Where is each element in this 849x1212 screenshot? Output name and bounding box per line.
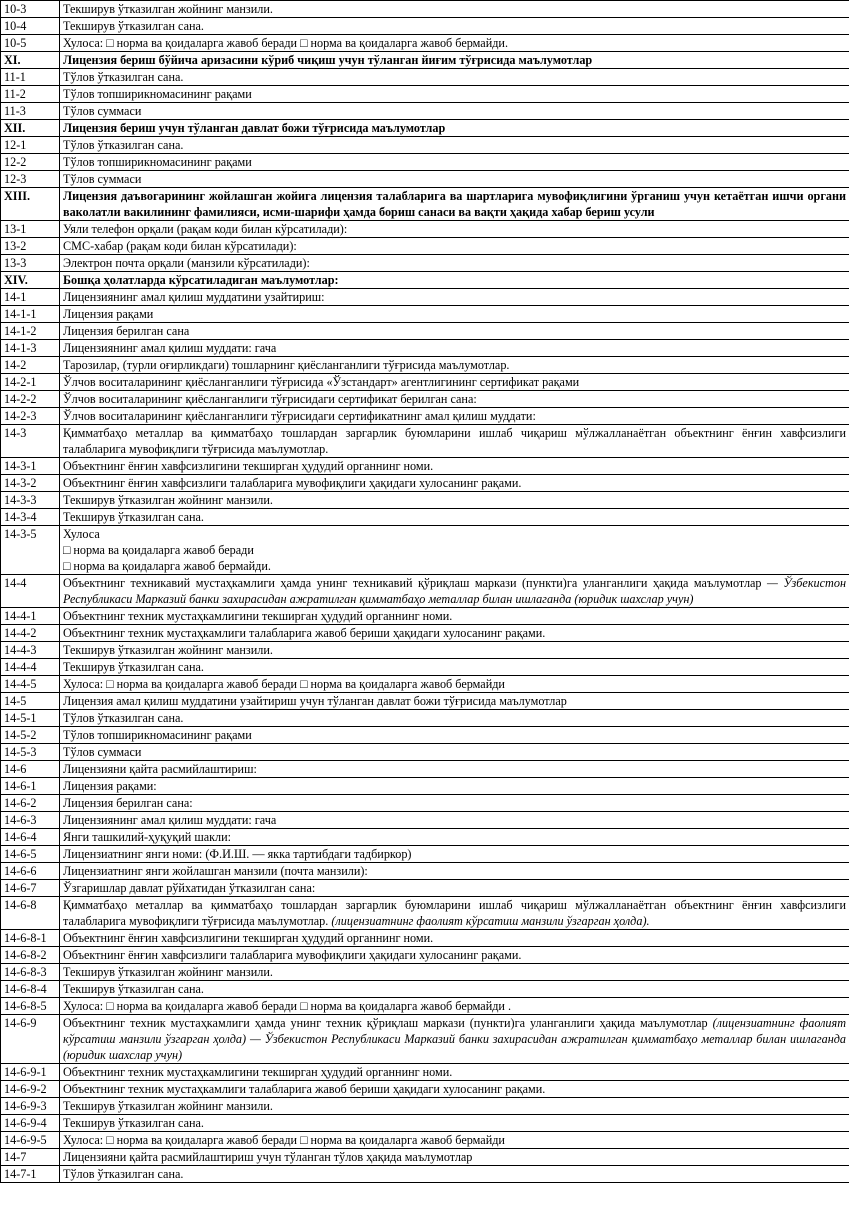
table-row [1, 846, 849, 863]
row-text: Тарозилар, (турли оғирликдаги) тошларнинг қиёсланганлиги тўғрисида маълумотлар. [63, 358, 510, 372]
table-row [1, 608, 849, 625]
row-text: Тўлов суммаси [63, 745, 142, 759]
row-text: Объектнинг техникавий мустаҳкамлиги ҳамда унинг техникавий қўриқлаш маркази (пункти)га уланганлиги ҳақида маълумотлар [63, 576, 762, 590]
row-text: Текширув ўтказилган жойнинг манзили. [63, 1099, 273, 1113]
row-text: Хулоса [63, 527, 100, 541]
row-text-cell [60, 710, 849, 727]
row-code: 14-4-2 [1, 625, 60, 642]
row-code: 12-1 [1, 137, 60, 154]
table-row [1, 998, 849, 1015]
row-code: 14-3 [1, 425, 60, 458]
row-text: Лицензиянинг амал қилиш муддати: гача [63, 813, 277, 827]
row-text: Уяли телефон орқали (рақам коди билан кўрсатилади): [63, 222, 348, 236]
row-text: Лицензия амал қилиш муддатини узайтириш учун тўланган давлат божи тўғрисида маълумотлар [63, 694, 567, 708]
row-text-cell [60, 829, 849, 846]
row-text-cell [60, 425, 849, 458]
row-text: Объектнинг ёнғин хавфсизлигини текширган ҳудудий органнинг номи. [63, 459, 434, 473]
table-row [1, 154, 849, 171]
row-text-cell [60, 1098, 849, 1115]
row-code: 14-6-9-4 [1, 1115, 60, 1132]
row-code: 14-6-9-2 [1, 1081, 60, 1098]
row-text-cell [60, 272, 849, 289]
row-text: Лицензиянинг амал қилиш муддати: гача [63, 341, 277, 355]
row-text: Лицензияни қайта расмийлаштириш учун тўланган тўлов ҳақида маълумотлар [63, 1150, 473, 1164]
row-code: 11-1 [1, 69, 60, 86]
row-code: 14-5-3 [1, 744, 60, 761]
row-text-cell [60, 812, 849, 829]
table-row [1, 458, 849, 475]
table-row [1, 408, 849, 425]
row-text: Лицензиатнинг янги жойлашган манзили (почта манзили): [63, 864, 368, 878]
row-text-cell [60, 1149, 849, 1166]
table-row [1, 357, 849, 374]
row-text: Лицензия берилган сана [63, 324, 190, 338]
row-text: СМС-хабар (рақам коди билан кўрсатилади): [63, 239, 297, 253]
table-row [1, 306, 849, 323]
table-row [1, 238, 849, 255]
row-text: Текширув ўтказилган сана. [63, 510, 204, 524]
row-text: Қимматбаҳо металлар ва қимматбаҳо тошлардан заргарлик буюмларини ишлаб чиқариш мўлжалланаётган объектнинг ёнғин хавфсизлиги талабларига мувофиқлиги тўғрисида маълумотлар. [63, 426, 846, 456]
table-row [1, 52, 849, 69]
row-text-cell [60, 1064, 849, 1081]
row-text-cell [60, 846, 849, 863]
row-text-cell [60, 323, 849, 340]
row-code: 14-2 [1, 357, 60, 374]
row-code: 14-5-2 [1, 727, 60, 744]
row-text-cell [60, 981, 849, 998]
row-option: □ норма ва қоидаларга жавоб беради [63, 543, 254, 557]
row-text-cell [60, 693, 849, 710]
row-text-cell [60, 761, 849, 778]
row-code: 14-3-3 [1, 492, 60, 509]
row-code: 11-2 [1, 86, 60, 103]
row-text: Объектнинг ёнғин хавфсизлиги талабларига мувофиқлиги ҳақидаги хулосанинг рақами. [63, 948, 522, 962]
row-text-cell [60, 340, 849, 357]
row-code: 14-2-3 [1, 408, 60, 425]
row-code: 10-5 [1, 35, 60, 52]
table-row [1, 255, 849, 272]
row-note: (лицензиатнинг фаолият кўрсатиш манзили ўзгарган ҳолда) — Ўзбекистон Республикаси Марказий банки захирасидан ажратилган қимматбаҳо металлар билан ишлаганда (юридик шахслар учун) [63, 1016, 846, 1062]
table-row [1, 86, 849, 103]
row-text-cell [60, 255, 849, 272]
table-row [1, 981, 849, 998]
row-text-cell [60, 795, 849, 812]
row-code: 14-6-8-5 [1, 998, 60, 1015]
row-code: 14-4-3 [1, 642, 60, 659]
row-code: 13-2 [1, 238, 60, 255]
row-text: Тўлов ўтказилган сана. [63, 138, 184, 152]
row-code: 14-6-8-1 [1, 930, 60, 947]
row-text: Лицензия бериш бўйича аризасини кўриб чиқиш учун тўланган йиғим тўғрисида маълумотлар [63, 53, 593, 67]
row-text: Объектнинг техник мустаҳкамлигини текширган ҳудудий органнинг номи. [63, 1065, 453, 1079]
row-text: Тўлов топширикномасининг рақами [63, 728, 252, 742]
table-row [1, 897, 849, 930]
row-text-cell [60, 103, 849, 120]
row-text-cell [60, 1015, 849, 1064]
table-row [1, 727, 849, 744]
row-code: 14-3-2 [1, 475, 60, 492]
table-row [1, 188, 849, 221]
row-text: Лицензия даъвогарининг жойлашган жойига лицензия талабларига ва шартларига мувофиқлигини ўрганиш учун кетаётган ишчи органи ваколатли вакилининг фамилияси, исми-шарифи ҳамда бориш санаси ва вақти ҳақида хабар бериш усули [63, 189, 846, 219]
table-row [1, 492, 849, 509]
row-text: Тўлов ўтказилган сана. [63, 70, 184, 84]
row-note: — Ўзбекистон Республикаси Марказий банки захирасидан ажратилган қимматбаҳо металлар билан ишлаганда (юридик шахслар учун) [63, 576, 846, 606]
row-text-cell [60, 625, 849, 642]
row-text: Объектнинг техник мустаҳкамлиги талабларига жавоб бериши ҳақидаги хулосанинг рақами. [63, 1082, 546, 1096]
row-text: Ўлчов воситаларининг қиёсланганлиги тўғрисидаги сертификатнинг амал қилиш муддати: [63, 409, 536, 423]
row-text: Лицензия бериш учун тўланган давлат божи тўғрисида маълумотлар [63, 121, 446, 135]
row-text: Текширув ўтказилган сана. [63, 19, 204, 33]
row-text: Қимматбаҳо металлар ва қимматбаҳо тошлардан заргарлик буюмларини ишлаб чиқариш мўлжалланаётган объектнинг ёнғин хавфсизлиги талабларига мувофиқлиги тўғрисида маълумотлар. [63, 898, 846, 928]
row-text: Электрон почта орқали (манзили кўрсатилади): [63, 256, 310, 270]
table-row [1, 778, 849, 795]
row-text: Объектнинг техник мустаҳкамлиги талабларига жавоб бериши ҳақидаги хулосанинг рақами. [63, 626, 546, 640]
row-text-cell [60, 998, 849, 1015]
table-row [1, 120, 849, 137]
table-row [1, 1149, 849, 1166]
row-code: 14-6-8-4 [1, 981, 60, 998]
row-text: Текширув ўтказилган жойнинг манзили. [63, 2, 273, 16]
row-code: 14-4-1 [1, 608, 60, 625]
row-text: Бошқа ҳолатларда кўрсатиладиган маълумотлар: [63, 273, 339, 287]
row-text-cell [60, 458, 849, 475]
table-row [1, 1132, 849, 1149]
row-text-cell [60, 391, 849, 408]
table-body [1, 1, 849, 1183]
row-text-cell [60, 964, 849, 981]
table-row [1, 676, 849, 693]
table-row [1, 947, 849, 964]
row-code: 14-6-1 [1, 778, 60, 795]
table-row [1, 18, 849, 35]
table-row [1, 761, 849, 778]
row-text-cell [60, 642, 849, 659]
row-text: Тўлов топширикномасининг рақами [63, 155, 252, 169]
table-row [1, 171, 849, 188]
table-row [1, 289, 849, 306]
row-code: 14-6 [1, 761, 60, 778]
row-code: XIII. [1, 188, 60, 221]
table-row [1, 272, 849, 289]
row-text-cell [60, 408, 849, 425]
row-text-cell [60, 608, 849, 625]
table-row [1, 964, 849, 981]
row-text-cell [60, 188, 849, 221]
row-text-cell [60, 1132, 849, 1149]
row-text: Лицензияни қайта расмийлаштириш: [63, 762, 257, 776]
row-note: (лицензиатнинг фаолият кўрсатиш манзили ўзгарган ҳолда). [328, 914, 650, 928]
row-text: Лицензия рақами [63, 307, 154, 321]
row-text: Текширув ўтказилган жойнинг манзили. [63, 965, 273, 979]
row-text-cell [60, 659, 849, 676]
row-code: 14-3-1 [1, 458, 60, 475]
table-row [1, 1115, 849, 1132]
row-code: 14-6-5 [1, 846, 60, 863]
row-code: 14-6-8-3 [1, 964, 60, 981]
row-code: 14-6-4 [1, 829, 60, 846]
row-text-cell [60, 52, 849, 69]
table-row [1, 137, 849, 154]
table-row [1, 693, 849, 710]
row-text-cell [60, 863, 849, 880]
row-text: Хулоса: □ норма ва қоидаларга жавоб беради □ норма ва қоидаларга жавоб бермайди . [63, 999, 512, 1013]
row-text-cell [60, 221, 849, 238]
row-code: 13-3 [1, 255, 60, 272]
row-code: 14-3-5 [1, 526, 60, 575]
table-row [1, 625, 849, 642]
row-text: Тўлов ўтказилган сана. [63, 1167, 184, 1181]
row-text: Лицензия рақами: [63, 779, 157, 793]
row-text-cell [60, 897, 849, 930]
row-text: Хулоса: □ норма ва қоидаларга жавоб беради □ норма ва қоидаларга жавоб бермайди [63, 677, 505, 691]
row-text: Тўлов суммаси [63, 172, 142, 186]
row-text-cell [60, 744, 849, 761]
row-text-cell [60, 880, 849, 897]
row-code: 14-4 [1, 575, 60, 608]
table-row [1, 1081, 849, 1098]
table-row [1, 1, 849, 18]
table-row [1, 863, 849, 880]
row-text: Объектнинг техник мустаҳкамлигини текширган ҳудудий органнинг номи. [63, 609, 453, 623]
row-code: 14-6-9 [1, 1015, 60, 1064]
row-code: 14-3-4 [1, 509, 60, 526]
row-text: Текширув ўтказилган сана. [63, 982, 204, 996]
row-code: 14-4-5 [1, 676, 60, 693]
row-text-cell [60, 18, 849, 35]
row-code: 10-3 [1, 1, 60, 18]
row-text: Хулоса: □ норма ва қоидаларга жавоб беради □ норма ва қоидаларга жавоб бермайди [63, 1133, 505, 1147]
row-code: 14-1-3 [1, 340, 60, 357]
row-text: Текширув ўтказилган жойнинг манзили. [63, 493, 273, 507]
row-code: 14-2-2 [1, 391, 60, 408]
row-text-cell [60, 86, 849, 103]
row-text-cell [60, 137, 849, 154]
table-row [1, 69, 849, 86]
row-code: 14-7-1 [1, 1166, 60, 1183]
row-text: Лицензиянинг амал қилиш муддатини узайтириш: [63, 290, 325, 304]
row-code: XII. [1, 120, 60, 137]
row-text-cell [60, 492, 849, 509]
table-row [1, 1064, 849, 1081]
row-text: Объектнинг техник мустаҳкамлиги ҳамда унинг техник қўриқлаш маркази (пункти)га уланганлиги ҳақида маълумотлар [63, 1016, 708, 1030]
table-row [1, 880, 849, 897]
row-text-cell [60, 509, 849, 526]
row-code: 10-4 [1, 18, 60, 35]
table-row [1, 1166, 849, 1183]
row-text: Хулоса: □ норма ва қоидаларга жавоб беради □ норма ва қоидаларга жавоб бермайди. [63, 36, 508, 50]
row-text: Текширув ўтказилган жойнинг манзили. [63, 643, 273, 657]
row-code: 14-5-1 [1, 710, 60, 727]
row-code: 14-7 [1, 1149, 60, 1166]
row-code: 14-6-8-2 [1, 947, 60, 964]
table-row [1, 829, 849, 846]
table-row [1, 340, 849, 357]
row-text: Объектнинг ёнғин хавфсизлиги талабларига мувофиқлиги ҳақидаги хулосанинг рақами. [63, 476, 522, 490]
row-text-cell [60, 374, 849, 391]
row-code: 14-6-6 [1, 863, 60, 880]
row-text: Ўлчов воситаларининг қиёсланганлиги тўғрисида «Ўзстандарт» агентлигининг сертификат рақами [63, 375, 580, 389]
row-text: Тўлов топширикномасининг рақами [63, 87, 252, 101]
row-text: Объектнинг ёнғин хавфсизлигини текширган ҳудудий органнинг номи. [63, 931, 434, 945]
row-text-cell [60, 778, 849, 795]
row-text: Тўлов суммаси [63, 104, 142, 118]
row-code: 12-2 [1, 154, 60, 171]
row-code: 14-1-2 [1, 323, 60, 340]
table-row [1, 391, 849, 408]
row-text: Ўлчов воситаларининг қиёсланганлиги тўғрисидаги сертификат берилган сана: [63, 392, 477, 406]
row-text-cell [60, 930, 849, 947]
row-code: 14-6-3 [1, 812, 60, 829]
row-text-cell [60, 35, 849, 52]
row-text-cell [60, 120, 849, 137]
table-row [1, 425, 849, 458]
row-code: 14-6-9-3 [1, 1098, 60, 1115]
table-row [1, 1015, 849, 1064]
table-row [1, 642, 849, 659]
row-text-cell [60, 575, 849, 608]
row-code: 14-6-7 [1, 880, 60, 897]
table-row [1, 509, 849, 526]
row-text: Тўлов ўтказилган сана. [63, 711, 184, 725]
row-code: 14-2-1 [1, 374, 60, 391]
row-text: Лицензия берилган сана: [63, 796, 193, 810]
table-row [1, 526, 849, 575]
row-code: 13-1 [1, 221, 60, 238]
row-text-cell [60, 69, 849, 86]
row-code: XI. [1, 52, 60, 69]
row-code: 14-4-4 [1, 659, 60, 676]
row-text: Текширув ўтказилган сана. [63, 1116, 204, 1130]
table-row [1, 374, 849, 391]
table-row [1, 930, 849, 947]
row-option: □ норма ва қоидаларга жавоб бермайди. [63, 559, 271, 573]
row-text-cell [60, 526, 849, 575]
row-text: Ўзгаришлар давлат рўйхатидан ўтказилган сана: [63, 881, 316, 895]
row-text-cell [60, 947, 849, 964]
row-code: 11-3 [1, 103, 60, 120]
row-text-cell [60, 238, 849, 255]
row-code: 14-6-9-1 [1, 1064, 60, 1081]
row-text-cell [60, 357, 849, 374]
row-text: Текширув ўтказилган сана. [63, 660, 204, 674]
row-text-cell [60, 727, 849, 744]
row-text-cell [60, 154, 849, 171]
row-code: 14-1 [1, 289, 60, 306]
row-text-cell [60, 171, 849, 188]
table-row [1, 710, 849, 727]
row-text-cell [60, 676, 849, 693]
table-row [1, 575, 849, 608]
row-code: 14-6-8 [1, 897, 60, 930]
table-row [1, 475, 849, 492]
row-code: 12-3 [1, 171, 60, 188]
row-code: 14-6-2 [1, 795, 60, 812]
row-code: XIV. [1, 272, 60, 289]
row-text: Лицензиатнинг янги номи: (Ф.И.Ш. — якка тартибдаги тадбиркор) [63, 847, 412, 861]
row-text-cell [60, 1, 849, 18]
row-text-cell [60, 1081, 849, 1098]
table-row [1, 744, 849, 761]
row-text-cell [60, 1166, 849, 1183]
table-row [1, 35, 849, 52]
row-text: Янги ташкилий-ҳуқуқий шакли: [63, 830, 232, 844]
table-row [1, 221, 849, 238]
row-code: 14-5 [1, 693, 60, 710]
row-text-cell [60, 289, 849, 306]
table-row [1, 795, 849, 812]
table-row [1, 659, 849, 676]
row-text-cell [60, 306, 849, 323]
table-row [1, 1098, 849, 1115]
table-row [1, 323, 849, 340]
row-text-cell [60, 475, 849, 492]
row-text-cell [60, 1115, 849, 1132]
row-code: 14-6-9-5 [1, 1132, 60, 1149]
table-row [1, 812, 849, 829]
row-code: 14-1-1 [1, 306, 60, 323]
table-row [1, 103, 849, 120]
